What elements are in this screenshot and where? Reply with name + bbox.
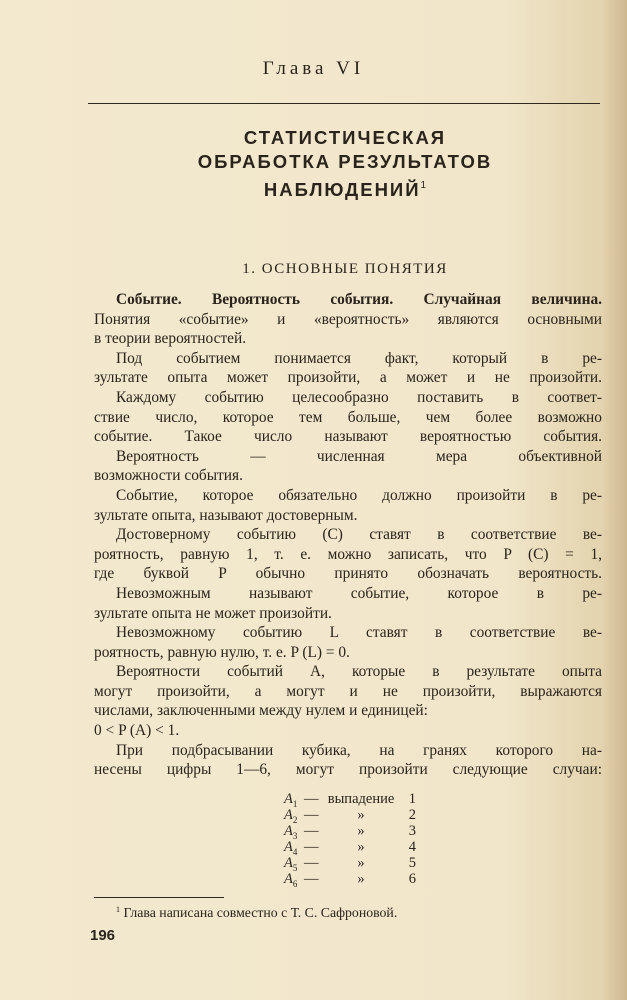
text-line: где буквой P обычно принято обозначать вероятность. <box>94 565 602 583</box>
formula-line: 0 < P (A) < 1. <box>94 722 180 740</box>
case-word: » <box>357 823 365 839</box>
text-line: Под событием понимается факт, который в ре- <box>116 349 602 367</box>
title-line-1: СТАТИСТИЧЕСКАЯ <box>243 127 447 148</box>
case-id: $A_5$ <box>284 855 298 873</box>
case-dash: — <box>304 823 319 839</box>
text-line: зультате опыта, называют достоверным. <box>94 506 358 524</box>
case-number: 6 <box>408 871 416 887</box>
case-dash: — <box>304 871 319 887</box>
case-dash: — <box>304 839 319 855</box>
chapter-heading: Глава VI <box>262 58 365 79</box>
text-line: При подбрасывании кубика, на гранях которого на- <box>116 741 602 759</box>
text-line: Каждому событию целесообразно поставить в соответ- <box>116 388 602 406</box>
text-line: Вероятности событий A, которые в результате опыта <box>116 663 602 681</box>
case-word: выпадение <box>327 791 395 807</box>
title-line-2: ОБРАБОТКА РЕЗУЛЬТАТОВ <box>197 151 493 172</box>
page-number: 196 <box>90 927 116 944</box>
case-word: » <box>357 807 365 823</box>
case-number: 2 <box>408 807 416 823</box>
text-line: числами, заключенными между нулем и единицей: <box>94 702 428 720</box>
case-number: 4 <box>408 839 416 855</box>
body-text <box>94 290 602 780</box>
chapter-title <box>90 126 600 202</box>
footnote-text: Глава написана совместно с Т. С. Сафроновой. <box>123 905 398 920</box>
case-word: » <box>357 839 365 855</box>
header-rule <box>88 103 600 104</box>
case-id: $A_6$ <box>284 871 298 889</box>
text-line: Событие, которое обязательно должно произойти в ре- <box>116 486 602 504</box>
case-dash: — <box>304 807 319 823</box>
text-line: зультате опыта может произойти, а может и не произойти. <box>94 369 602 387</box>
case-number: 5 <box>408 855 416 871</box>
text-line: событие. Такое число называют вероятностью события. <box>94 428 602 446</box>
case-id: $A_1$ <box>284 791 298 809</box>
text-line: роятность, равную 1, т. е. можно записать, что P (C) = 1, <box>94 545 602 563</box>
case-row <box>284 791 416 807</box>
text-line: роятность, равную нулю, т. е. P (L) = 0. <box>94 643 350 661</box>
case-id: $A_4$ <box>284 839 298 857</box>
text-line: могут произойти, а могут и не произойти, выражаются <box>94 682 602 700</box>
text-line: зультате опыта не может произойти. <box>94 604 332 622</box>
case-dash: — <box>304 791 319 807</box>
title-line-3 <box>90 174 600 202</box>
footnote-marker: 1 <box>116 905 120 914</box>
text-line: Вероятность — численная мера объективной <box>116 447 602 465</box>
case-id: $A_3$ <box>284 823 298 841</box>
case-row <box>284 823 416 839</box>
text-line: несены цифры 1—6, могут произойти следующие случаи: <box>94 761 602 779</box>
text-line: Невозможному событию L ставят в соответствие ве- <box>116 624 602 642</box>
footnote-rule <box>94 897 224 898</box>
text-line: Понятия «событие» и «вероятность» являются основными <box>94 310 602 328</box>
dice-cases-list <box>284 791 416 887</box>
text-line: возможности события. <box>94 467 243 485</box>
text-line: Невозможным называют событие, которое в ре- <box>116 584 602 602</box>
case-dash: — <box>304 855 319 871</box>
title-line-3-text: НАБЛЮДЕНИЙ <box>263 179 421 200</box>
text-line: в теории вероятностей. <box>94 330 247 348</box>
section-heading: 1. ОСНОВНЫЕ ПОНЯТИЯ <box>242 261 448 277</box>
title-footnote-marker: 1 <box>420 180 427 191</box>
case-row <box>284 839 416 855</box>
case-row <box>284 855 416 871</box>
case-row <box>284 871 416 887</box>
case-word: » <box>357 855 365 871</box>
case-row <box>284 807 416 823</box>
text-line: Событие. Вероятность события. Случайная величина. <box>116 291 602 308</box>
footnote <box>116 905 397 921</box>
case-id: $A_2$ <box>284 807 298 825</box>
case-word: » <box>357 871 365 887</box>
case-number: 3 <box>408 823 416 839</box>
text-line: Достоверному событию (C) ставят в соответствие ве- <box>116 526 602 544</box>
text-line: ствие число, которое тем больше, чем более возможно <box>94 408 602 426</box>
case-number: 1 <box>408 791 416 807</box>
